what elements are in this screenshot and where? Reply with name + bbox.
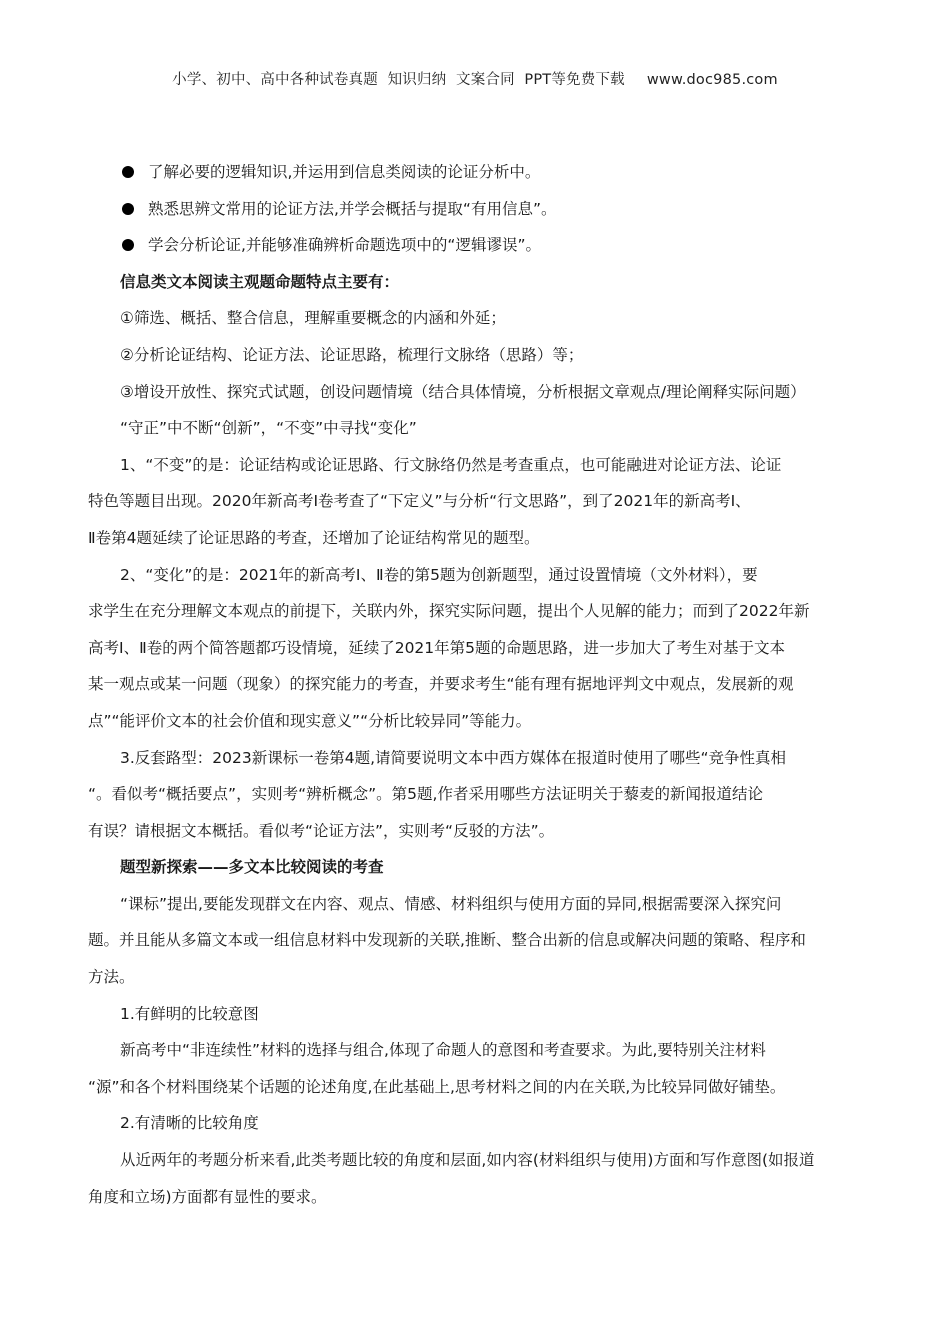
- bullet-item: [88, 191, 866, 228]
- paragraph-line: 2、“变化”的是：2021年的新高考Ⅰ、Ⅱ卷的第5题为创新题型，通过设置情境（文外材料），要: [120, 565, 758, 584]
- paragraph-line: 题。并且能从多篇文本或一组信息材料中发现新的关联,推断、整合出新的信息或解决问题的策略、程序和: [88, 931, 806, 950]
- paragraph-5: [88, 1032, 866, 1105]
- paragraph-line: 新高考中“非连续性”材料的选择与组合,体现了命题人的意图和考查要求。为此,要特别关注材料: [120, 1041, 766, 1060]
- bullet-dot-icon: [122, 166, 134, 178]
- paragraph-6: [88, 1142, 866, 1215]
- point-item: ②分析论证结构、论证方法、论证思路，梳理行文脉络（思路）等；: [120, 345, 584, 364]
- paragraph-line: 特色等题目出现。2020年新高考Ⅰ卷考查了“下定义”与分析“行文思路”，到了2021年的新高考Ⅰ、: [88, 492, 751, 511]
- subtitle: “守正”中不断“创新”，“不变”中寻找“变化”: [120, 419, 417, 438]
- paragraph-line: 1、“不变”的是：论证结构或论证思路、行文脉络仍然是考查重点，也可能融进对论证方法、论证: [120, 455, 782, 474]
- sub-heading: 2.有清晰的比较角度: [120, 1114, 259, 1133]
- bullet-dot-icon: [122, 203, 134, 215]
- paragraph-line: 从近两年的考题分析来看,此类考题比较的角度和层面,如内容(材料组织与使用)方面和写作意图(如报道: [120, 1151, 815, 1170]
- bullet-item: [88, 227, 866, 264]
- paragraph-line: “课标”提出,要能发现群文在内容、观点、情感、材料组织与使用方面的异同,根据需要深入探究问: [120, 894, 782, 913]
- page-header: [0, 68, 950, 89]
- paragraph-line: 角度和立场)方面都有显性的要求。: [88, 1187, 327, 1206]
- paragraph-line: 某一观点或某一问题（现象）的探究能力的考查，并要求考生“能有理有据地评判文中观点，发展新的观: [88, 675, 794, 694]
- bullet-dot-icon: [122, 239, 134, 251]
- bullet-text: 熟悉思辨文常用的论证方法,并学会概括与提取“有用信息”。: [148, 199, 557, 218]
- document-body: [88, 154, 866, 1215]
- paragraph-line: 有误？请根据文本概括。看似考“论证方法”，实则考“反驳的方法”。: [88, 821, 555, 840]
- paragraph-line: 3.反套路型：2023新课标一卷第4题,请简要说明文本中西方媒体在报道时使用了哪些“竞争性真相: [120, 748, 787, 767]
- sub-heading: 1.有鲜明的比较意图: [120, 1004, 259, 1023]
- section-heading: 信息类文本阅读主观题命题特点主要有：: [120, 272, 400, 291]
- bullet-text: 学会分析论证,并能够准确辨析命题选项中的“逻辑谬误”。: [148, 236, 541, 255]
- paragraph-line: 高考Ⅰ、Ⅱ卷的两个简答题都巧设情境，延续了2021年第5题的命题思路，进一步加大了考生对基于文本: [88, 638, 786, 657]
- paragraph-line: 方法。: [88, 968, 135, 987]
- bullet-text: 了解必要的逻辑知识,并运用到信息类阅读的论证分析中。: [148, 163, 541, 181]
- paragraph-1: [88, 447, 866, 557]
- paragraph-line: Ⅱ卷第4题延续了论证思路的考查，还增加了论证结构常见的题型。: [88, 528, 540, 547]
- paragraph-3: [88, 740, 866, 850]
- section-heading: 题型新探索——多文本比较阅读的考查: [120, 858, 384, 877]
- paragraph-2: [88, 557, 866, 740]
- header-text: 小学、初中、高中各种试卷真题 知识归纳 文案合同 PPT等免费下载: [172, 72, 625, 88]
- point-item: ①筛选、概括、整合信息，理解重要概念的内涵和外延；: [120, 309, 506, 328]
- paragraph-line: “。看似考“概括要点”，实则考“辨析概念”。第5题,作者采用哪些方法证明关于藜麦的新闻报道结论: [88, 785, 763, 804]
- point-item: ③增设开放性、探究式试题，创设问题情境（结合具体情境，分析根据文章观点/理论阐释实际问题）: [120, 382, 806, 401]
- header-site-link[interactable]: www.doc985.com: [646, 72, 778, 88]
- paragraph-line: “源”和各个材料围绕某个话题的论述角度,在此基础上,思考材料之间的内在关联,为比较异同做好铺垫。: [88, 1077, 786, 1096]
- paragraph-4: [88, 886, 866, 996]
- bullet-item: [88, 154, 866, 191]
- paragraph-line: 求学生在充分理解文本观点的前提下，关联内外，探究实际问题，提出个人见解的能力；而到了2022年新: [88, 602, 810, 621]
- paragraph-line: 点”“能评价文本的社会价值和现实意义”“分析比较异同”等能力。: [88, 711, 532, 730]
